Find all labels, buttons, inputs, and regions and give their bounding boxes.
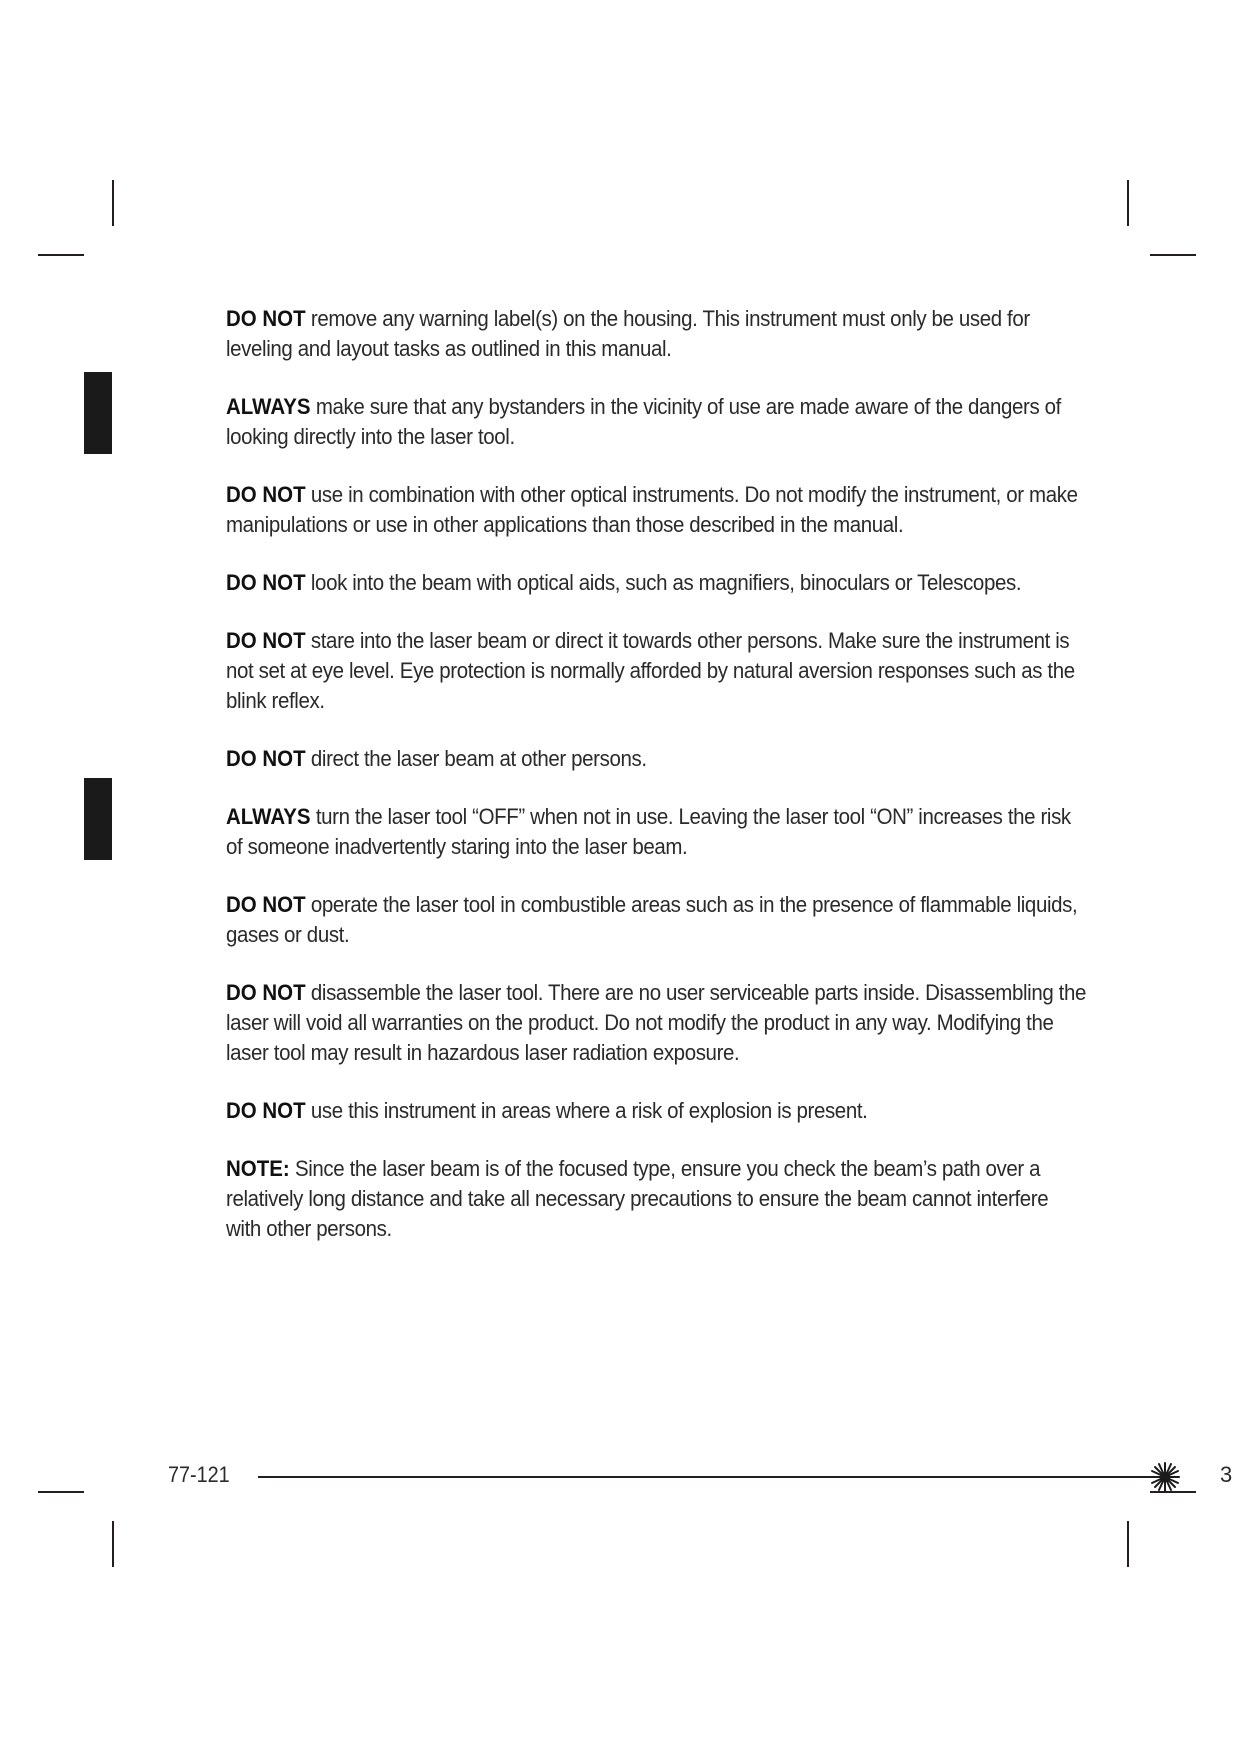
- paragraph-lead: DO NOT: [226, 980, 306, 1005]
- margin-bar-upper: [84, 372, 112, 454]
- crop-mark-top-right-vertical: [1127, 180, 1129, 226]
- crop-mark-bottom-left-vertical: [112, 1521, 114, 1567]
- page-number: 3: [1220, 1462, 1233, 1487]
- paragraph-text: operate the laser tool in combustible areas such as in the presence of flammable liquids, gases or dust.: [226, 892, 1078, 947]
- margin-bar-lower: [84, 778, 112, 860]
- safety-paragraph: [226, 1154, 1086, 1244]
- paragraph-text: use this instrument in areas where a risk of explosion is present.: [305, 1098, 868, 1123]
- page-footer: [168, 1458, 1233, 1494]
- paragraph-lead: DO NOT: [226, 746, 306, 771]
- paragraph-lead: NOTE:: [226, 1156, 290, 1181]
- paragraph-lead: DO NOT: [226, 628, 306, 653]
- safety-paragraph: [226, 744, 1086, 774]
- safety-paragraph: [226, 802, 1086, 862]
- safety-instructions: [226, 304, 1086, 1272]
- safety-paragraph: [226, 1096, 1086, 1126]
- crop-mark-bottom-left-horizontal: [38, 1491, 84, 1493]
- safety-paragraph: [226, 626, 1086, 716]
- safety-paragraph: [226, 978, 1086, 1068]
- paragraph-lead: ALWAYS: [226, 394, 311, 419]
- model-number: 77-121: [168, 1462, 230, 1487]
- paragraph-text: disassemble the laser tool. There are no user serviceable parts inside. Disassembling the laser will void all warranties on the product. Do not modify the product in any way. Modifying the laser tool may result in hazardous laser radiation exposure.: [226, 980, 1086, 1065]
- paragraph-lead: DO NOT: [226, 892, 306, 917]
- paragraph-lead: DO NOT: [226, 1098, 306, 1123]
- paragraph-text: look into the beam with optical aids, such as magnifiers, binoculars or Telescopes.: [305, 570, 1022, 595]
- crop-mark-top-right-horizontal: [1150, 254, 1196, 256]
- paragraph-lead: DO NOT: [226, 570, 306, 595]
- paragraph-text: Since the laser beam is of the focused type, ensure you check the beam’s path over a relatively long distance and take all necessary precautions to ensure the beam cannot interfere with other persons.: [226, 1156, 1049, 1241]
- paragraph-text: use in combination with other optical instruments. Do not modify the instrument, or make manipulations or use in other applications than those described in the manual.: [226, 482, 1078, 537]
- paragraph-lead: ALWAYS: [226, 804, 311, 829]
- safety-paragraph: [226, 480, 1086, 540]
- paragraph-lead: DO NOT: [226, 306, 306, 331]
- paragraph-text: stare into the laser beam or direct it towards other persons. Make sure the instrument is not set at eye level. Eye protection is normally afforded by natural aversion responses such as the blink reflex.: [226, 628, 1075, 713]
- safety-paragraph: [226, 568, 1086, 598]
- footer-rule: [258, 1476, 1160, 1478]
- laser-starburst-icon: [1150, 1462, 1180, 1492]
- crop-mark-top-left-vertical: [112, 180, 114, 226]
- safety-paragraph: [226, 890, 1086, 950]
- safety-paragraph: [226, 392, 1086, 452]
- safety-paragraph: [226, 304, 1086, 364]
- paragraph-text: turn the laser tool “OFF” when not in use. Leaving the laser tool “ON” increases the risk of someone inadvertently staring into the laser beam.: [226, 804, 1071, 859]
- paragraph-text: remove any warning label(s) on the housing. This instrument must only be used for leveling and layout tasks as outlined in this manual.: [226, 306, 1030, 361]
- paragraph-text: direct the laser beam at other persons.: [305, 746, 647, 771]
- paragraph-text: make sure that any bystanders in the vicinity of use are made aware of the dangers of looking directly into the laser tool.: [226, 394, 1061, 449]
- crop-mark-top-left-horizontal: [38, 254, 84, 256]
- crop-mark-bottom-right-vertical: [1127, 1521, 1129, 1567]
- paragraph-lead: DO NOT: [226, 482, 306, 507]
